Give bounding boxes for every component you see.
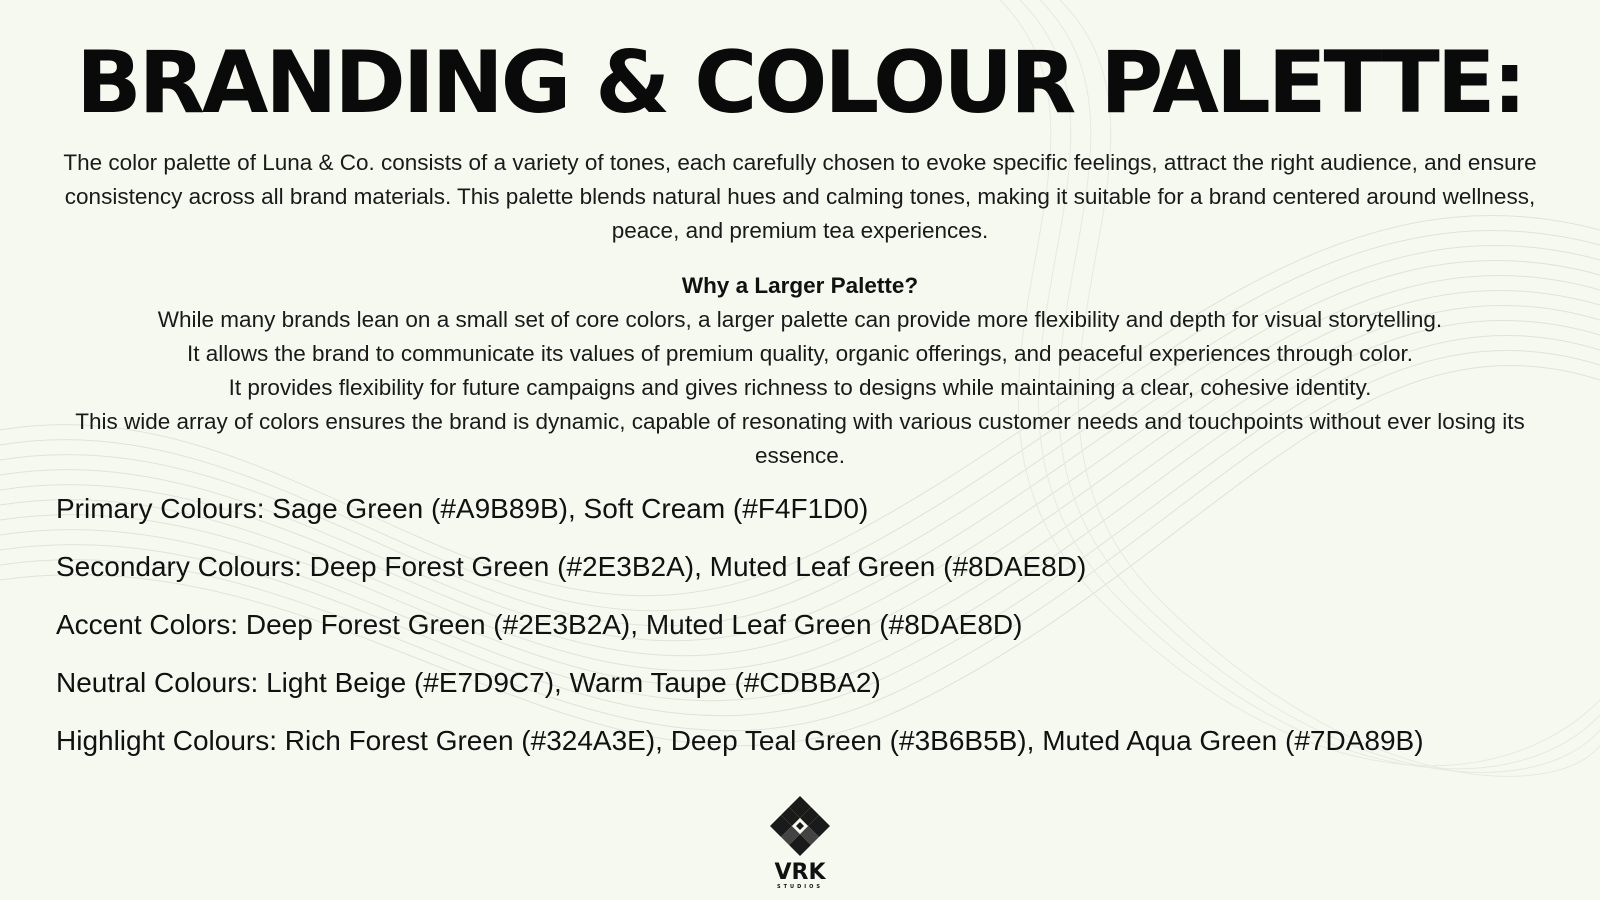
palette-secondary: Secondary Colours: Deep Forest Green (#2E3B2A), Muted Leaf Green (#8DAE8D) bbox=[56, 551, 1087, 582]
palette-accent: Accent Colors: Deep Forest Green (#2E3B2A), Muted Leaf Green (#8DAE8D) bbox=[56, 609, 1023, 640]
page-title: BRANDING & COLOUR PALETTE: bbox=[76, 33, 1524, 133]
studio-logo bbox=[760, 796, 840, 896]
palette-list bbox=[56, 490, 1424, 780]
why-line: While many brands lean on a small set of core colors, a larger palette can provide more flexibility and depth for visual storytelling. bbox=[157, 307, 1443, 332]
logo-subtitle: STUDIOS bbox=[777, 884, 823, 890]
intro-paragraph: The color palette of Luna & Co. consists of a variety of tones, each carefully chosen to evoke specific feelings, attract the right audience, and ensure consistency across all brand materials. This palette blends natural hues and calming tones, making it suitable for a brand centered around wellness, peace, and premium tea experiences. bbox=[63, 150, 1537, 243]
palette-highlight: Highlight Colours: Rich Forest Green (#324A3E), Deep Teal Green (#3B6B5B), Muted Aqua Green (#7DA89B) bbox=[56, 725, 1424, 756]
palette-neutral: Neutral Colours: Light Beige (#E7D9C7), Warm Taupe (#CDBBA2) bbox=[56, 667, 881, 698]
diamond-grid-icon bbox=[770, 796, 830, 856]
why-body bbox=[60, 303, 1540, 473]
why-line: It allows the brand to communicate its values of premium quality, organic offerings, and peaceful experiences through color. bbox=[186, 341, 1414, 366]
why-line: It provides flexibility for future campaigns and gives richness to designs while maintaining a clear, cohesive identity. bbox=[228, 375, 1372, 400]
why-heading: Why a Larger Palette? bbox=[681, 273, 919, 298]
palette-primary: Primary Colours: Sage Green (#A9B89B), Soft Cream (#F4F1D0) bbox=[56, 493, 869, 524]
logo-wordmark: VRK bbox=[774, 860, 826, 885]
why-line: This wide array of colors ensures the brand is dynamic, capable of resonating with various customer needs and touchpoints without ever losing its essence. bbox=[75, 409, 1525, 468]
